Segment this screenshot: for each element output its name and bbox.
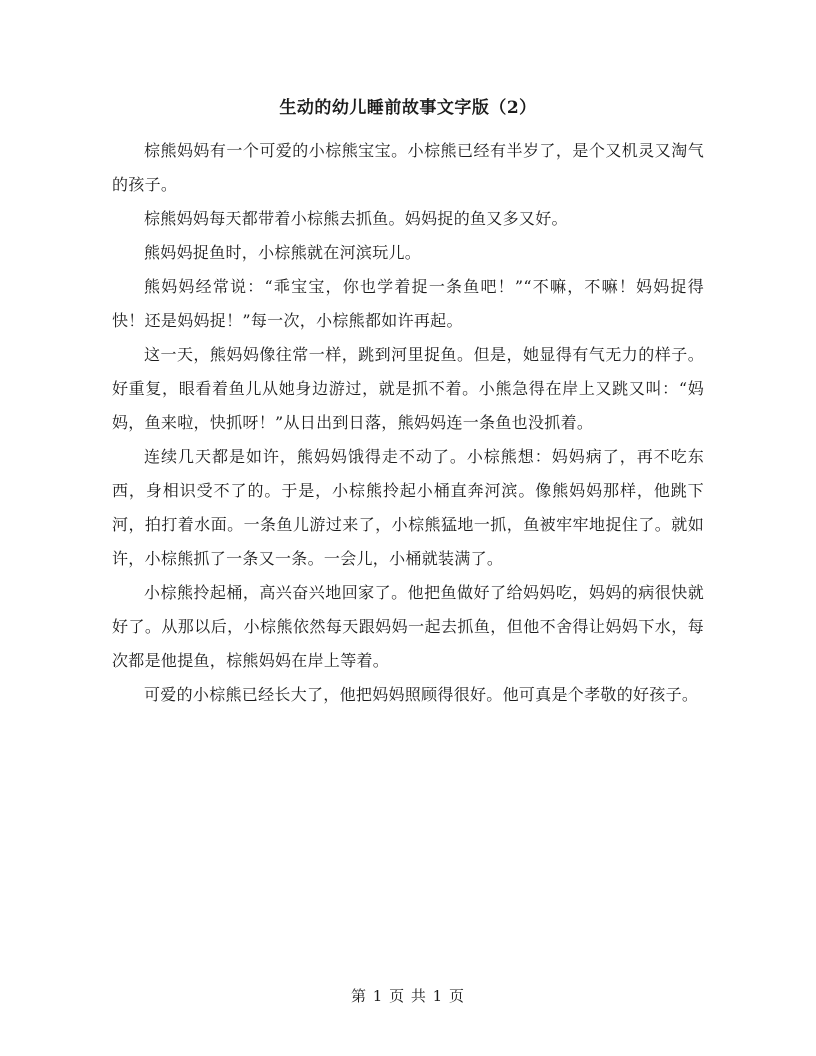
paragraph-3: 熊妈妈捉鱼时，小棕熊就在河滨玩儿。 [144,243,422,262]
paragraph-6: 连续几天都是如许，熊妈妈饿得走不动了。小棕熊想：妈妈病了，再不吃东西，身相识受不了的。于是，小棕熊拎起小桶直奔河滨。像熊妈妈那样，他跳下河，拍打着水面。一条鱼儿游过来了，小棕熊猛地一抓，鱼被牢牢地捉住了。就如许，小棕熊抓了一条又一条。一会儿，小桶就装满了。 [112,447,704,568]
paragraph-7: 小棕熊拎起桶，高兴奋兴地回家了。他把鱼做好了给妈妈吃，妈妈的病很快就好了。从那以后，小棕熊依然每天跟妈妈一起去抓鱼，但他不舍得让妈妈下水，每次都是他提鱼，棕熊妈妈在岸上等着。 [112,583,704,670]
paragraph-1: 棕熊妈妈有一个可爱的小棕熊宝宝。小棕熊已经有半岁了，是个又机灵又淘气的孩子。 [112,141,704,194]
paragraph-8: 可爱的小棕熊已经长大了，他把妈妈照顾得很好。他可真是个孝敬的好孩子。 [144,685,699,704]
paragraph-5: 这一天，熊妈妈像往常一样，跳到河里捉鱼。但是，她显得有气无力的样子。好重复，眼看着鱼儿从她身边游过，就是抓不着。小熊急得在岸上又跳又叫：“妈妈，鱼来啦，快抓呀！”从日出到日落，熊妈妈连一条鱼也没抓着。 [112,345,704,432]
page-number-footer: 第 1 页 共 1 页 [351,987,465,1005]
story-body [112,134,704,712]
document-title: 生动的幼儿睡前故事文字版（2） [279,98,537,118]
paragraph-2: 棕熊妈妈每天都带着小棕熊去抓鱼。妈妈捉的鱼又多又好。 [144,209,568,228]
paragraph-4: 熊妈妈经常说：“乖宝宝，你也学着捉一条鱼吧！”“不嘛，不嘛！妈妈捉得快！还是妈妈捉！”每一次，小棕熊都如许再起。 [112,277,704,330]
